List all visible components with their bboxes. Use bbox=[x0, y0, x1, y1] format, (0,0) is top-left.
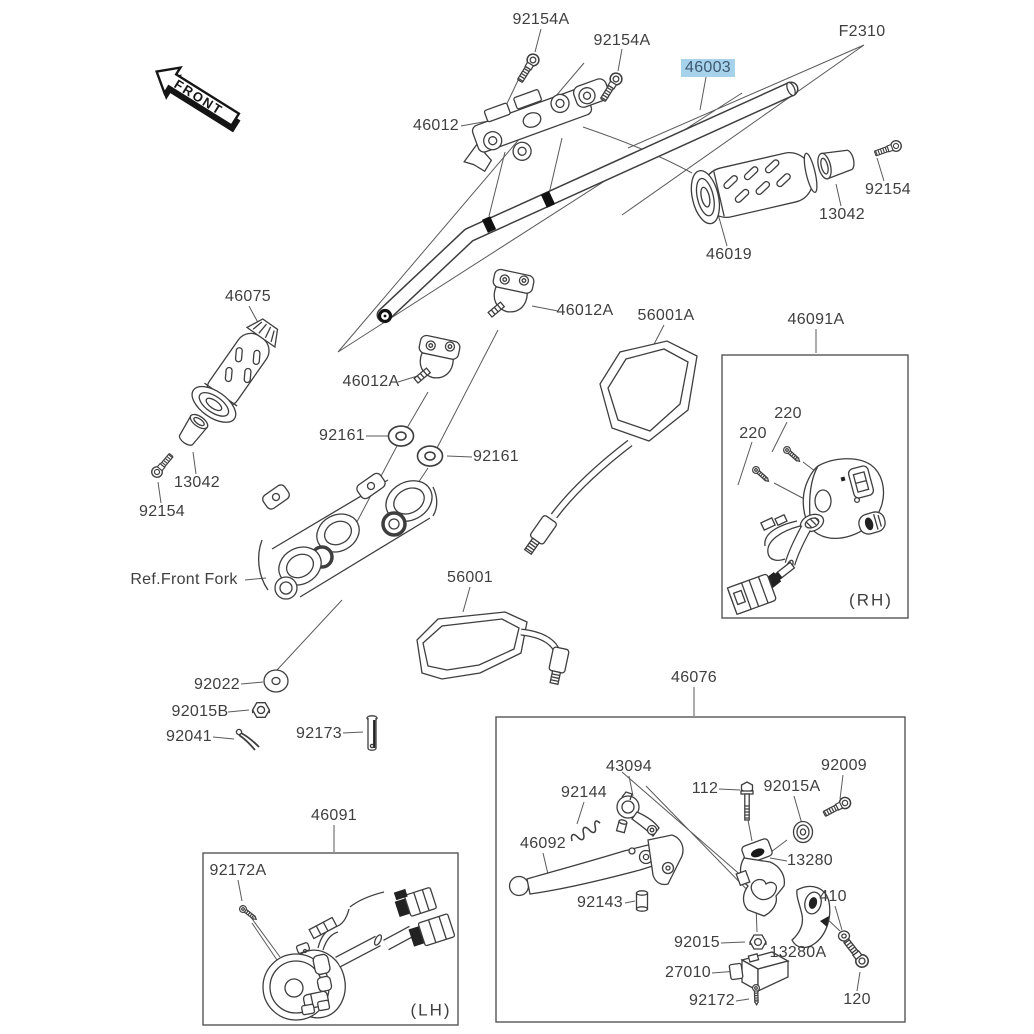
label-92161-left: 92161 bbox=[319, 427, 365, 444]
label-92041: 92041 bbox=[166, 728, 212, 745]
nut-92015 bbox=[750, 935, 766, 949]
label-46092: 46092 bbox=[520, 835, 566, 852]
label-46091: 46091 bbox=[311, 807, 357, 824]
label-410: 410 bbox=[819, 888, 847, 905]
label-92161-right: 92161 bbox=[473, 448, 519, 465]
label-92173: 92173 bbox=[296, 725, 342, 742]
washer-92161-left bbox=[389, 426, 414, 446]
holder-clamp-46012a-lower bbox=[412, 334, 461, 390]
bolt-120 bbox=[841, 937, 871, 970]
bolt-92154-left bbox=[150, 452, 176, 480]
label-13280: 13280 bbox=[787, 852, 833, 869]
screw-220-right bbox=[782, 445, 802, 464]
throttle-grip-46019 bbox=[687, 146, 821, 227]
screw-220-left bbox=[751, 465, 771, 484]
bolt-92154a-upper bbox=[515, 52, 541, 84]
mirror-56001a bbox=[521, 341, 697, 557]
label-46075: 46075 bbox=[225, 288, 271, 305]
label-46091a: 46091A bbox=[787, 311, 845, 328]
left-grip-46075 bbox=[186, 310, 291, 430]
mirror-56001 bbox=[417, 612, 569, 685]
label-43094: 43094 bbox=[606, 758, 652, 775]
label-46012a-upper: 46012A bbox=[556, 302, 614, 319]
label-92172: 92172 bbox=[689, 992, 735, 1009]
screw-92172 bbox=[752, 984, 760, 1004]
front-fork-bracket bbox=[259, 471, 439, 599]
label-46012a-lower: 46012A bbox=[342, 373, 400, 390]
label-92154-left: 92154 bbox=[139, 503, 185, 520]
lever-bracket-13280 bbox=[736, 838, 784, 916]
label-92015b: 92015B bbox=[171, 703, 229, 720]
front-arrow-label: FRONT bbox=[171, 76, 226, 119]
washer-92015a bbox=[794, 822, 813, 843]
spring-92144 bbox=[569, 820, 603, 844]
label-figure-ref: F2310 bbox=[838, 23, 886, 40]
label-92154-right: 92154 bbox=[865, 181, 911, 198]
label-46003-highlighted: 46003 bbox=[681, 59, 735, 77]
label-46076: 46076 bbox=[671, 669, 717, 686]
label-92009: 92009 bbox=[821, 757, 867, 774]
label-92154a-1: 92154A bbox=[512, 11, 570, 28]
label-220-left: 220 bbox=[739, 425, 767, 442]
label-56001: 56001 bbox=[447, 569, 493, 586]
label-92015a: 92015A bbox=[763, 778, 821, 795]
collar-92143 bbox=[637, 891, 648, 911]
screw-92172a bbox=[238, 904, 258, 922]
label-220-right: 220 bbox=[774, 405, 802, 422]
pin-92173 bbox=[367, 716, 377, 750]
washer-92161-right bbox=[418, 446, 443, 466]
label-27010: 27010 bbox=[665, 964, 711, 981]
caption-rh: (RH) bbox=[849, 590, 893, 610]
label-13042-right: 13042 bbox=[819, 206, 865, 223]
label-92172a: 92172A bbox=[209, 862, 267, 879]
bolt-92154-right bbox=[873, 139, 902, 158]
label-120: 120 bbox=[843, 991, 871, 1008]
label-92154a-2: 92154A bbox=[593, 32, 651, 49]
grip-cap-13042-right bbox=[816, 146, 857, 180]
cotter-pin-92041 bbox=[236, 729, 259, 750]
label-ref-front-fork: Ref.Front Fork bbox=[130, 571, 238, 588]
label-92022: 92022 bbox=[194, 676, 240, 693]
front-arrow bbox=[147, 58, 248, 139]
holder-clamp-46012a-upper bbox=[486, 268, 535, 324]
label-13042-left: 13042 bbox=[174, 474, 220, 491]
label-46012: 46012 bbox=[413, 117, 459, 134]
washer-92022 bbox=[264, 670, 288, 692]
label-112: 112 bbox=[691, 780, 719, 797]
bolt-112 bbox=[741, 782, 753, 820]
caption-lh: (LH) bbox=[410, 1000, 452, 1020]
nut-92015b bbox=[253, 703, 270, 718]
bolt-92009 bbox=[822, 795, 853, 818]
label-92144: 92144 bbox=[561, 784, 607, 801]
label-46019: 46019 bbox=[706, 246, 752, 263]
label-92015: 92015 bbox=[674, 934, 720, 951]
label-56001a: 56001A bbox=[637, 307, 695, 324]
label-13280a: 13280A bbox=[769, 944, 827, 961]
grip-cap-13042-left bbox=[176, 412, 210, 449]
label-92143: 92143 bbox=[577, 894, 623, 911]
